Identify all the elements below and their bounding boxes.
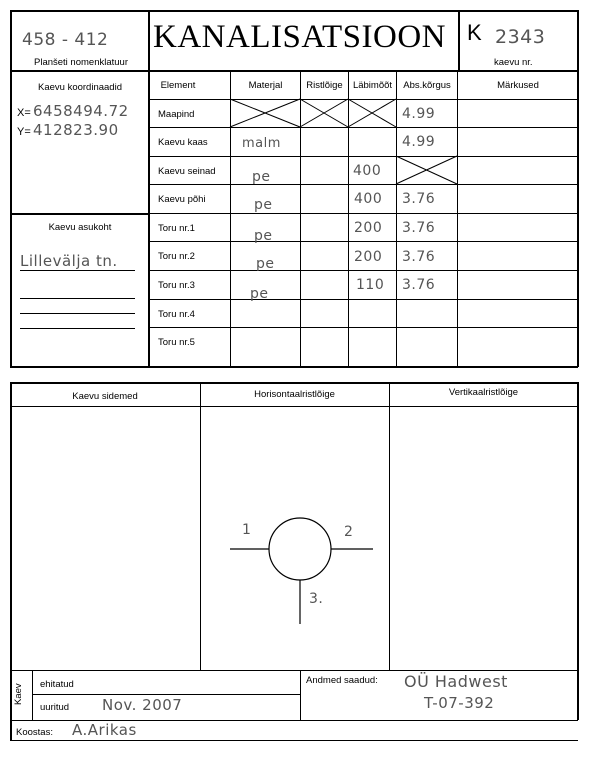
row-element: Toru nr.4 [158, 309, 195, 320]
horizontal-cross-section-drawing [200, 406, 389, 670]
cell-materjal: pe [254, 228, 273, 244]
page-title: KANALISATSIOON [153, 19, 446, 55]
row-element: Toru nr.5 [158, 337, 195, 348]
row-element: Toru nr.2 [158, 251, 195, 262]
cell-labimoot: 110 [356, 277, 385, 293]
well-prefix: K [467, 20, 482, 45]
pipe-label-1: 1 [242, 522, 252, 538]
well-number: 2343 [495, 26, 546, 48]
built-label: ehitatud [40, 679, 74, 690]
source-value-1: OÜ Hadwest [404, 672, 508, 691]
cell-labimoot: 400 [354, 191, 383, 207]
header-ristloige: Ristlõige [306, 80, 343, 91]
drawings-col2-title: Horisontaalristlõige [254, 389, 335, 400]
x-prefix: X= [17, 107, 31, 119]
drawings-col1-title: Kaevu sidemed [72, 391, 138, 402]
header-element: Element [160, 80, 196, 91]
row-element: Toru nr.3 [158, 280, 195, 291]
cell-materjal: pe [254, 197, 273, 213]
header-labimoot: Läbimõõt [352, 80, 393, 91]
y-coordinate: 412823.90 [33, 121, 119, 139]
cell-abs: 4.99 [402, 106, 436, 122]
sheet-label: Planšeti nomenklatuur [34, 57, 128, 68]
cell-abs: 4.99 [402, 134, 436, 150]
footer-top [10, 670, 578, 671]
sheet-number: 458 - 412 [22, 30, 109, 50]
surveyed-value: Nov. 2007 [102, 696, 183, 714]
footer-mid-divider [300, 670, 301, 720]
row-element: Kaevu põhi [158, 194, 206, 205]
surveyed-label: uuritud [40, 702, 70, 713]
row-element: Kaevu kaas [158, 137, 208, 148]
drawings-frame-top [10, 382, 578, 384]
row-element: Toru nr.1 [158, 223, 195, 234]
author-value: A.Arikas [72, 721, 137, 739]
kaev-label: Kaev [13, 683, 24, 705]
row-element: Kaevu seinad [158, 166, 216, 177]
cell-materjal: pe [256, 256, 275, 272]
well-label: kaevu nr. [494, 57, 533, 68]
coords-label: Kaevu koordinaadid [38, 82, 122, 93]
cell-abs: 3.76 [402, 277, 436, 293]
cell-materjal: malm [242, 136, 281, 151]
header-markused: Märkused [497, 80, 539, 91]
pipe-label-3: 3. [309, 591, 324, 607]
footer-author-line [10, 740, 578, 741]
footer-kaev-divider [32, 670, 33, 720]
cell-abs: 3.76 [402, 249, 436, 265]
drawings-frame-left [10, 382, 12, 740]
header-abs-korgus: Abs.kõrgus [403, 80, 451, 91]
row-element: Maapind [158, 109, 195, 120]
source-value-2: T-07-392 [424, 694, 495, 712]
cell-materjal: pe [252, 169, 271, 185]
cell-labimoot: 200 [354, 220, 383, 236]
cell-abs: 3.76 [402, 191, 436, 207]
cell-materjal: pe [250, 286, 269, 302]
pipe-label-2: 2 [344, 524, 354, 540]
y-prefix: Y= [17, 126, 31, 138]
author-label: Koostas: [16, 727, 53, 738]
source-label: Andmed saadud: [306, 675, 378, 686]
drawings-col-divider-2 [389, 382, 390, 670]
header-materjal: Materjal [248, 80, 283, 91]
location-value: Lillevälja tn. [20, 252, 118, 270]
cell-abs: 3.76 [402, 220, 436, 236]
cell-labimoot: 400 [353, 163, 382, 179]
x-coordinate: 6458494.72 [33, 102, 129, 120]
drawings-col3-title: Vertikaalristlõige [448, 387, 519, 398]
location-label: Kaevu asukoht [48, 222, 112, 233]
cell-labimoot: 200 [354, 249, 383, 265]
footer-built-line [32, 694, 300, 695]
